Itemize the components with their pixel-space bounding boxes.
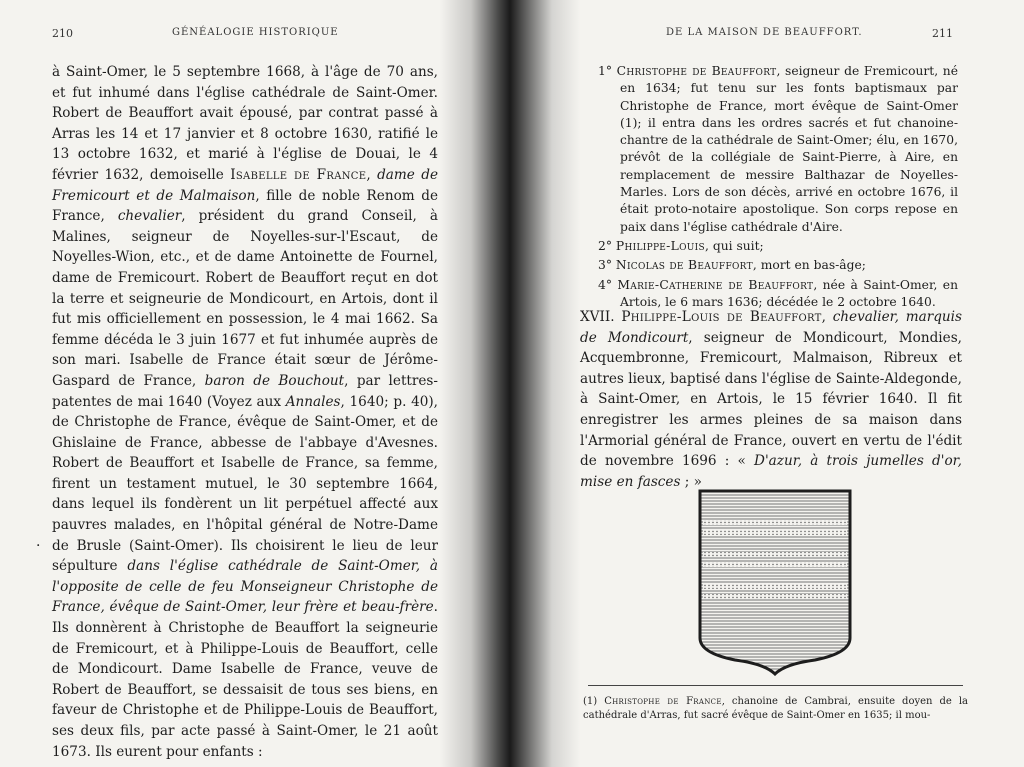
small-caps-name: Philippe-Louis de Beauffort	[621, 309, 822, 325]
footnote-divider	[588, 685, 963, 686]
italic-run: dame de Fremicourt et de Malmaison	[52, 166, 438, 204]
left-body-text	[52, 62, 438, 762]
small-caps-name: Christophe de France	[604, 696, 722, 707]
italic-run: D'azur, à trois jumelles d'or, mise en fasces	[580, 453, 962, 490]
small-caps-name: Christophe de Beauffort	[616, 64, 777, 78]
running-head-right: DE LA MAISON DE BEAUFFORT.	[666, 27, 863, 38]
small-caps-name: Isabelle de France	[230, 166, 367, 183]
list-item: 2° Philippe-Louis, qui suit;	[598, 238, 764, 253]
running-head-left: GÉNÉALOGIE HISTORIQUE	[172, 27, 339, 38]
left-paragraph: à Saint-Omer, le 5 septembre 1668, à l'âge de 70 ans, et fut inhumé dans l'église cathédrale de Saint-Omer. Robert de Beauffort avait épousé, par contrat passé à Arras les 14 et 17 janvier et 8 octobre 1630, ratifié le 13 octobre 1632, et marié à l'église de Douai, le 4 février 1632, demoiselle Isabelle de France, dame de Fremicourt et de Malmaison, fille de noble Renom de France, chevalier, président du grand Conseil, à Malines, seigneur de Noyelles-sur-l'Escaut, de Noyelles-Wion, etc., et de dame Antoinette de Fournel, dame de Fremicourt. Robert de Beauffort reçut en dot la terre et seigneurie de Mondicourt, en Artois, dont il fut mis officiellement en possession, le 4 mai 1662. Sa femme décéda le 3 juin 1677 et fut inhumée auprès de son mari. Isabelle de France était sœur de Jérôme-Gaspard de France, baron de Bouchout, par lettres-patentes de mai 1640 (Voyez aux Annales, 1640; p. 40), de Christophe de France, évêque de Saint-Omer, et de Ghislaine de France, abbesse de l'abbaye d'Avesnes. Robert de Beauffort et Isabelle de France, sa femme, firent un testament mutuel, le 30 septembre 1664, dans lequel ils fondèrent un lit perpétuel affecté aux pauvres malades, en l'hôpital général de Notre-Dame de Brusle (Saint-Omer). Ils choisirent le lieu de leur sépulture dans l'église cathédrale de Saint-Omer, à l'opposite de celle de feu Monseigneur Christophe de France, évêque de Saint-Omer, leur frère et beau-frère. Ils donnèrent à Christophe de Beauffort la seigneurie de Fremicourt, et à Philippe-Louis de Beauffort, celle de Mondicourt. Dame Isabelle de France, veuve de Robert de Beauffort, se dessaisit de tous ses biens, en faveur de Christophe et de Philippe-Louis de Beauffort, ses deux fils, par acte passé à Saint-Omer, le 21 août 1673. Ils eurent pour enfants :	[52, 64, 438, 760]
list-item: 4° Marie-Catherine de Beauffort, née à Saint-Omer, en Artois, le 6 mars 1636; décédée le 2 octobre 1640.	[598, 277, 958, 309]
italic-run: Annales	[285, 393, 341, 410]
italic-run: chevalier	[117, 208, 182, 225]
list-item: 1° Christophe de Beauffort, seigneur de Fremicourt, né en 1634; fut tenu sur les fonts baptismaux par Christophe de France, mort évêque de Saint-Omer (1); il entra dans les ordres sacrés et fut chanoine-chantre de la cathédrale de Saint-Omer; élu, en 1670, prévôt de la collégiale de Saint-Pierre, à Aire, en remplacement de messire Balthazar de Noyelles-Marles. Lors de son décès, arrivé en octobre 1676, il était proto-notaire apostolique. Son corps repose en paix dans l'église cathédrale d'Aire.	[598, 64, 958, 234]
small-caps-name: Nicolas de Beauffort	[615, 258, 753, 273]
italic-run: dans l'église cathédrale de Saint-Omer, à l'opposite de celle de feu Monseigneur Christophe de France, évêque de Saint-Omer, leur frère et beau-frère	[52, 558, 438, 616]
right-paragraph: XVII. Philippe-Louis de Beauffort, chevalier, marquis de Mondicourt, seigneur de Mondicourt, Mondies, Acquembronne, Fremicourt, Malmaison, Ribreux et autres lieux, baptisé dans l'église de Sainte-Aldegonde, à Saint-Omer, en Artois, le 15 février 1640. Il fit enregistrer les armes pleines de sa maison dans l'Armorial général de France, ouvert en vertu de l'édit de novembre 1696 : « D'azur, à trois jumelles d'or, mise en fasces ; »	[580, 309, 963, 490]
book-gutter-shadow	[440, 0, 580, 767]
list-item: 3° Nicolas de Beauffort, mort en bas-âge;	[598, 258, 866, 273]
page-number-left: 210	[52, 27, 73, 40]
footnote-text: (1) Christophe de France, chanoine de Cambrai, ensuite doyen de la cathédrale d'Arras, fut sacré évêque de Saint-Omer en 1635; il mou-	[583, 696, 968, 721]
margin-mark: ·	[36, 538, 41, 554]
coat-of-arms-shield-icon	[695, 488, 855, 676]
italic-run: chevalier, marquis de Mondicourt	[580, 309, 963, 346]
small-caps-name: Philippe-Louis	[615, 238, 705, 253]
children-list	[598, 63, 958, 313]
italic-run: baron de Bouchout	[204, 372, 345, 389]
page-number-right: 211	[932, 27, 953, 40]
small-caps-name: Marie-Catherine de Beauffort	[617, 277, 814, 292]
right-body-text	[580, 307, 962, 492]
footnote	[583, 695, 968, 723]
